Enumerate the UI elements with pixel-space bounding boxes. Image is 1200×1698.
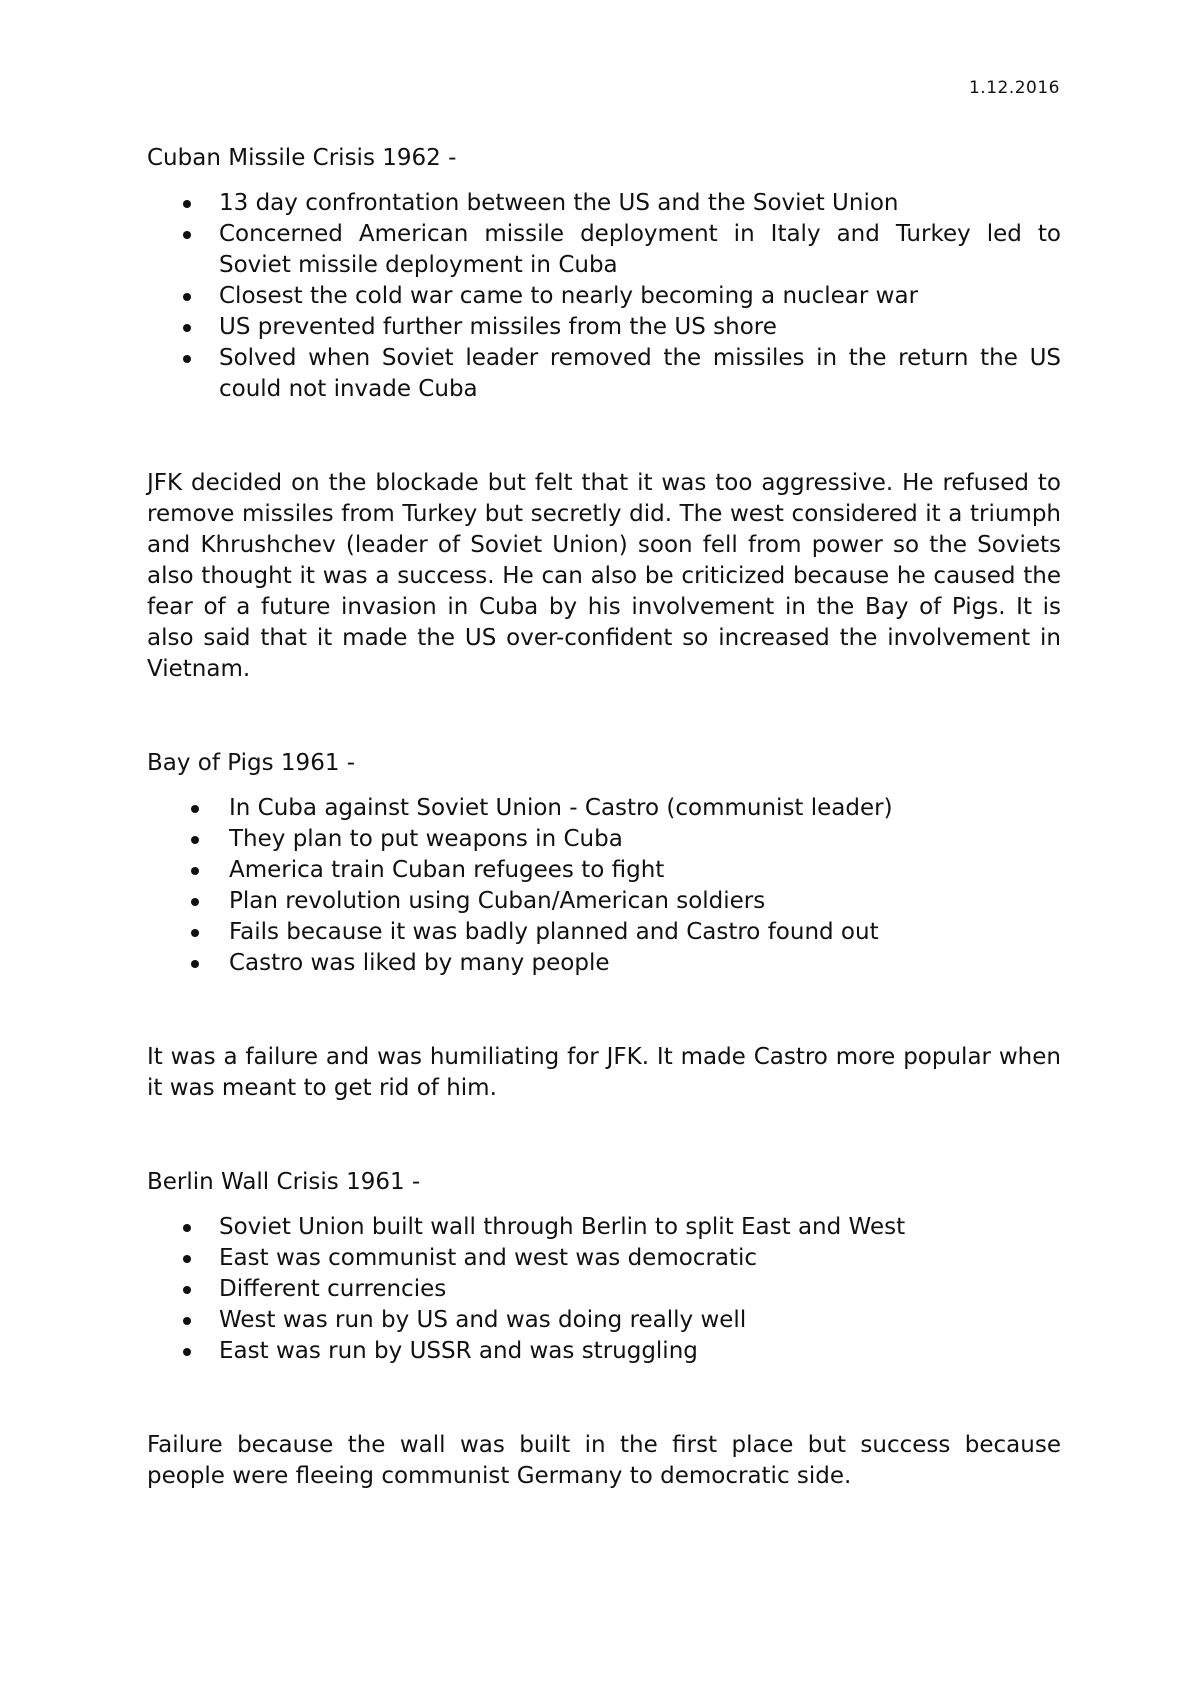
list-item: US prevented further missiles from the US shore [147,312,1061,343]
bullet-list-cuban-missile-crisis [147,188,1061,405]
list-item: Soviet Union built wall through Berlin to split East and West [147,1212,1061,1243]
list-item: East was run by USSR and was struggling [147,1336,1061,1367]
document-body [147,143,1061,1492]
list-item: 13 day confrontation between the US and the Soviet Union [147,188,1061,219]
section-heading-berlin-wall-crisis: Berlin Wall Crisis 1961 - [147,1169,421,1195]
list-item: In Cuba against Soviet Union - Castro (communist leader) [147,793,1061,824]
section-heading-bay-of-pigs: Bay of Pigs 1961 - [147,750,356,776]
list-item: West was run by US and was doing really well [147,1305,1061,1336]
bullet-list-bay-of-pigs [147,793,1061,979]
paragraph-cuban-missile-crisis: JFK decided on the blockade but felt that it was too aggressive. He refused to remove missiles from Turkey but secretly did. The west considered it a triumph and Khrushchev (leader of Soviet Union) soon fell from power so the Soviets also thought it was a success. He can also be criticized because he caused the fear of a future invasion in Cuba by his involvement in the Bay of Pigs. It is also said that it made the US over-confident so increased the involvement in Vietnam. [147,470,1061,682]
paragraph-bay-of-pigs: It was a failure and was humiliating for JFK. It made Castro more popular when it was meant to get rid of him. [147,1044,1061,1101]
list-item: America train Cuban refugees to fight [147,855,1061,886]
list-item: Castro was liked by many people [147,948,1061,979]
list-item: Fails because it was badly planned and Castro found out [147,917,1061,948]
list-item: Concerned American missile deployment in Italy and Turkey led to Soviet missile deployment in Cuba [147,219,1061,281]
list-item: Plan revolution using Cuban/American soldiers [147,886,1061,917]
list-item: East was communist and west was democratic [147,1243,1061,1274]
list-item: Different currencies [147,1274,1061,1305]
bullet-list-berlin-wall-crisis [147,1212,1061,1367]
document-date: 1.12.2016 [968,78,1060,98]
section-heading-cuban-missile-crisis: Cuban Missile Crisis 1962 - [147,145,457,171]
list-item: They plan to put weapons in Cuba [147,824,1061,855]
list-item: Solved when Soviet leader removed the missiles in the return the US could not invade Cuba [147,343,1061,405]
paragraph-berlin-wall-crisis: Failure because the wall was built in the first place but success because people were fleeing communist Germany to democratic side. [147,1432,1061,1489]
list-item: Closest the cold war came to nearly becoming a nuclear war [147,281,1061,312]
